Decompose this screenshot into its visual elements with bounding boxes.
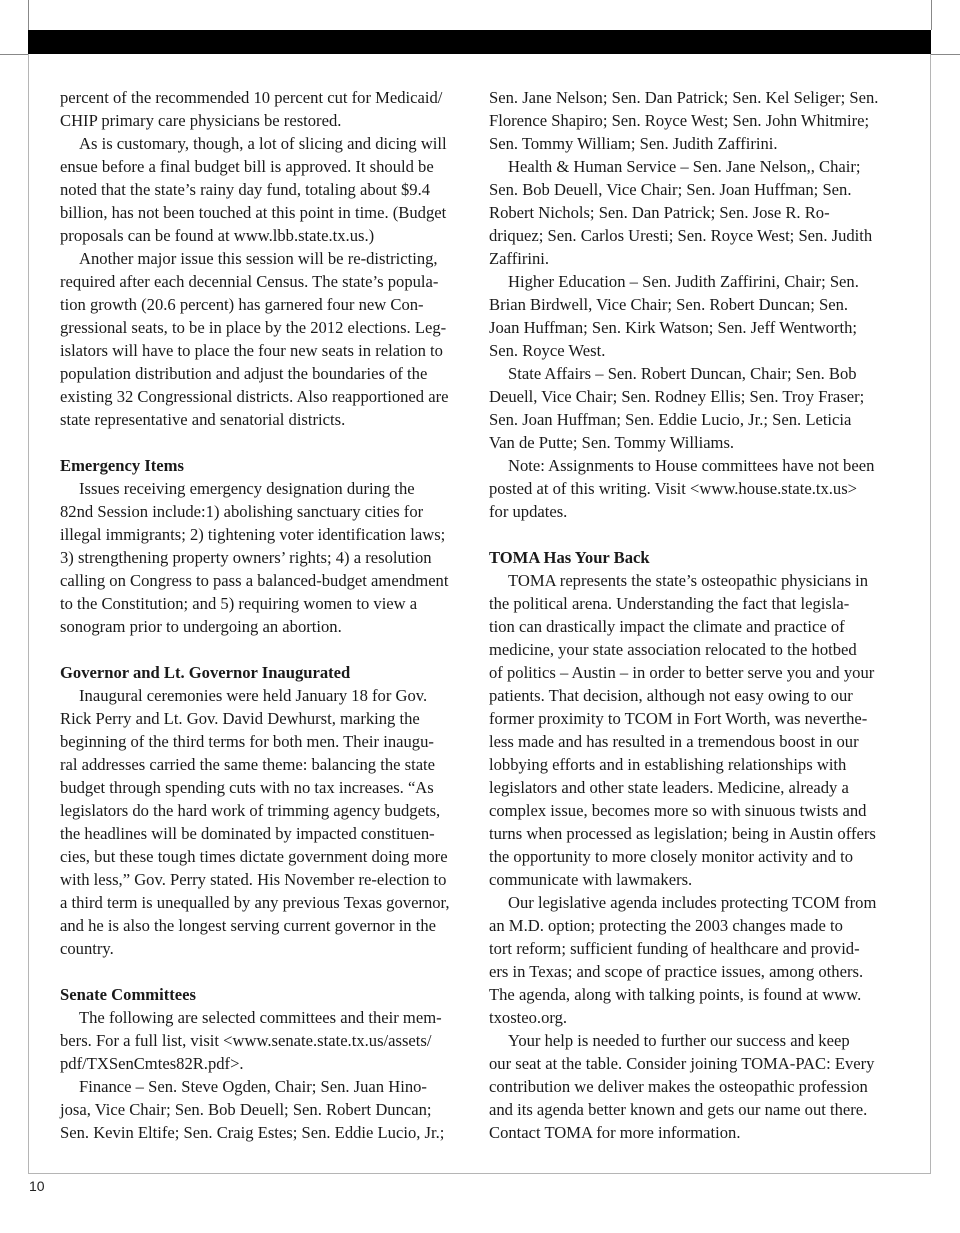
text-line: a third term is unequalled by any previous Texas governor, <box>60 893 450 912</box>
text-line: legislators and other state leaders. Medicine, already a <box>489 778 849 797</box>
left-column <box>60 86 474 1144</box>
text-line: ral addresses carried the same theme: balancing the state <box>60 755 436 774</box>
text-line: Our legislative agenda includes protecting TCOM from <box>508 893 877 912</box>
text-line: Finance – Sen. Steve Ogden, Chair; Sen. Juan Hino- <box>79 1077 427 1096</box>
crop-mark-left <box>0 54 28 55</box>
text-line: noted that the state’s rainy day fund, totaling about $9.4 <box>60 180 431 199</box>
text-line: Joan Huffman; Sen. Kirk Watson; Sen. Jeff Wentworth; <box>489 318 858 337</box>
paragraph-gap <box>60 638 474 661</box>
text-line: josa, Vice Chair; Sen. Bob Deuell; Sen. Robert Duncan; <box>60 1100 432 1119</box>
text-line: complex issue, becomes more so with sinuous twists and <box>489 801 867 820</box>
text-line: posted at of this writing. Visit <www.house.state.tx.us> <box>489 479 858 498</box>
text-line: of politics – Austin – in order to better serve you and your <box>489 663 875 682</box>
text-line: percent of the recommended 10 percent cut for Medicaid/ <box>60 88 443 107</box>
text-line: The agenda, along with talking points, is found at www. <box>489 985 862 1004</box>
text-line: pdf/TXSenCmtes82R.pdf>. <box>60 1054 244 1073</box>
text-line: CHIP primary care physicians be restored. <box>60 111 342 130</box>
text-line: Deuell, Vice Chair; Sen. Rodney Ellis; Sen. Troy Fraser; <box>489 387 865 406</box>
text-line: tion growth (20.6 percent) has garnered four new Con- <box>60 295 424 314</box>
text-line: budget through spending cuts with no tax increases. “As <box>60 778 434 797</box>
text-line: gressional seats, to be in place by the 2012 elections. Leg- <box>60 318 447 337</box>
text-line: and he is also the longest serving current governor in the <box>60 916 437 935</box>
text-line: required after each decennial Census. The state’s popula- <box>60 272 439 291</box>
text-line: patients. That decision, although not easy owing to our <box>489 686 853 705</box>
text-line: tort reform; sufficient funding of healthcare and provid- <box>489 939 860 958</box>
text-line: former proximity to TCOM in Fort Worth, was neverthe- <box>489 709 868 728</box>
paragraph-gap <box>60 431 474 454</box>
text-line: bers. For a full list, visit <www.senate.state.tx.us/assets/ <box>60 1031 432 1050</box>
text-line: State Affairs – Sen. Robert Duncan, Chair; Sen. Bob <box>508 364 857 383</box>
text-line: for updates. <box>489 502 568 521</box>
text-line: country. <box>60 939 114 958</box>
section-heading: TOMA Has Your Back <box>489 548 650 567</box>
text-line: The following are selected committees and their mem- <box>79 1008 442 1027</box>
section-heading: Governor and Lt. Governor Inaugurated <box>60 663 351 682</box>
paragraph-gap <box>60 960 474 983</box>
text-line: Note: Assignments to House committees have not been <box>508 456 875 475</box>
text-line: an M.D. option; protecting the 2003 changes made to <box>489 916 843 935</box>
text-line: Another major issue this session will be re-districting, <box>79 249 438 268</box>
text-line: Contact TOMA for more information. <box>489 1123 741 1142</box>
text-line: TOMA represents the state’s osteopathic physicians in <box>508 571 869 590</box>
text-line: txosteo.org. <box>489 1008 568 1027</box>
text-line: the political arena. Understanding the fact that legisla- <box>489 594 850 613</box>
text-line: Health & Human Service – Sen. Jane Nelson,, Chair; <box>508 157 861 176</box>
text-line: state representative and senatorial districts. <box>60 410 346 429</box>
text-line: cies, but these tough times dictate government doing more <box>60 847 448 866</box>
text-line: Sen. Tommy William; Sen. Judith Zaffirini. <box>489 134 778 153</box>
text-line: Sen. Joan Huffman; Sen. Eddie Lucio, Jr.; Sen. Leticia <box>489 410 852 429</box>
text-line: Sen. Kevin Eltife; Sen. Craig Estes; Sen. Eddie Lucio, Jr.; <box>60 1123 445 1142</box>
text-line: driquez; Sen. Carlos Uresti; Sen. Royce West; Sen. Judith <box>489 226 873 245</box>
right-column <box>489 86 903 1144</box>
text-line: population distribution and adjust the boundaries of the <box>60 364 428 383</box>
crop-mark-top-left <box>28 0 29 30</box>
text-line: ers in Texas; and scope of practice issues, among others. <box>489 962 864 981</box>
text-line: Van de Putte; Sen. Tommy Williams. <box>489 433 735 452</box>
text-line: existing 32 Congressional districts. Also reapportioned are <box>60 387 449 406</box>
text-line: the headlines will be dominated by impacted constituen- <box>60 824 435 843</box>
text-line: Higher Education – Sen. Judith Zaffirini, Chair; Sen. <box>508 272 859 291</box>
text-line: Sen. Jane Nelson; Sen. Dan Patrick; Sen. Kel Seliger; Sen. <box>489 88 879 107</box>
text-line: to the Constitution; and 5) requiring women to view a <box>60 594 418 613</box>
section-heading: Senate Committees <box>60 985 196 1004</box>
text-line: Zaffirini. <box>489 249 550 268</box>
text-line: the opportunity to more closely monitor activity and to <box>489 847 854 866</box>
text-line: islators will have to place the four new seats in relation to <box>60 341 443 360</box>
page-number: 10 <box>29 1178 45 1194</box>
text-line: legislators do the hard work of trimming agency budgets, <box>60 801 441 820</box>
text-line: billion, has not been touched at this point in time. (Budget <box>60 203 447 222</box>
text-line: Your help is needed to further our success and keep <box>508 1031 850 1050</box>
header-bar <box>28 30 931 54</box>
text-line: contribution we deliver makes the osteopathic profession <box>489 1077 868 1096</box>
text-line: tion can drastically impact the climate and practice of <box>489 617 845 636</box>
crop-mark-top-right <box>931 0 932 30</box>
text-line: illegal immigrants; 2) tightening voter identification laws; <box>60 525 446 544</box>
section-heading: Emergency Items <box>60 456 184 475</box>
text-line: Florence Shapiro; Sen. Royce West; Sen. John Whitmire; <box>489 111 870 130</box>
text-line: our seat at the table. Consider joining TOMA-PAC: Every <box>489 1054 875 1073</box>
text-line: sonogram prior to undergoing an abortion. <box>60 617 342 636</box>
text-line: 3) strengthening property owners’ rights; 4) a resolution <box>60 548 432 567</box>
text-line: and its agenda better known and gets our name out there. <box>489 1100 868 1119</box>
text-line: turns when processed as legislation; being in Austin offers <box>489 824 876 843</box>
text-line: beginning of the third terms for both men. Their inaugu- <box>60 732 434 751</box>
crop-mark-right <box>931 54 960 55</box>
text-line: less made and has resulted in a tremendous boost in our <box>489 732 859 751</box>
text-line: Sen. Royce West. <box>489 341 606 360</box>
text-line: Issues receiving emergency designation during the <box>79 479 415 498</box>
text-line: Sen. Bob Deuell, Vice Chair; Sen. Joan Huffman; Sen. <box>489 180 852 199</box>
text-line: lobbying efforts and in establishing relationships with <box>489 755 847 774</box>
text-line: Brian Birdwell, Vice Chair; Sen. Robert Duncan; Sen. <box>489 295 849 314</box>
text-line: calling on Congress to pass a balanced-budget amendment <box>60 571 449 590</box>
text-line: Robert Nichols; Sen. Dan Patrick; Sen. Jose R. Ro- <box>489 203 830 222</box>
text-line: As is customary, though, a lot of slicing and dicing will <box>79 134 447 153</box>
text-line: Rick Perry and Lt. Gov. David Dewhurst, marking the <box>60 709 420 728</box>
text-line: communicate with lawmakers. <box>489 870 693 889</box>
text-line: medicine, your state association relocated to the hotbed <box>489 640 857 659</box>
text-line: proposals can be found at www.lbb.state.tx.us.) <box>60 226 375 245</box>
text-line: ensue before a final budget bill is approved. It should be <box>60 157 434 176</box>
text-line: with less,” Gov. Perry stated. His November re-election to <box>60 870 447 889</box>
paragraph-gap <box>489 523 903 546</box>
text-line: Inaugural ceremonies were held January 18 for Gov. <box>79 686 428 705</box>
text-line: 82nd Session include:1) abolishing sanctuary cities for <box>60 502 424 521</box>
